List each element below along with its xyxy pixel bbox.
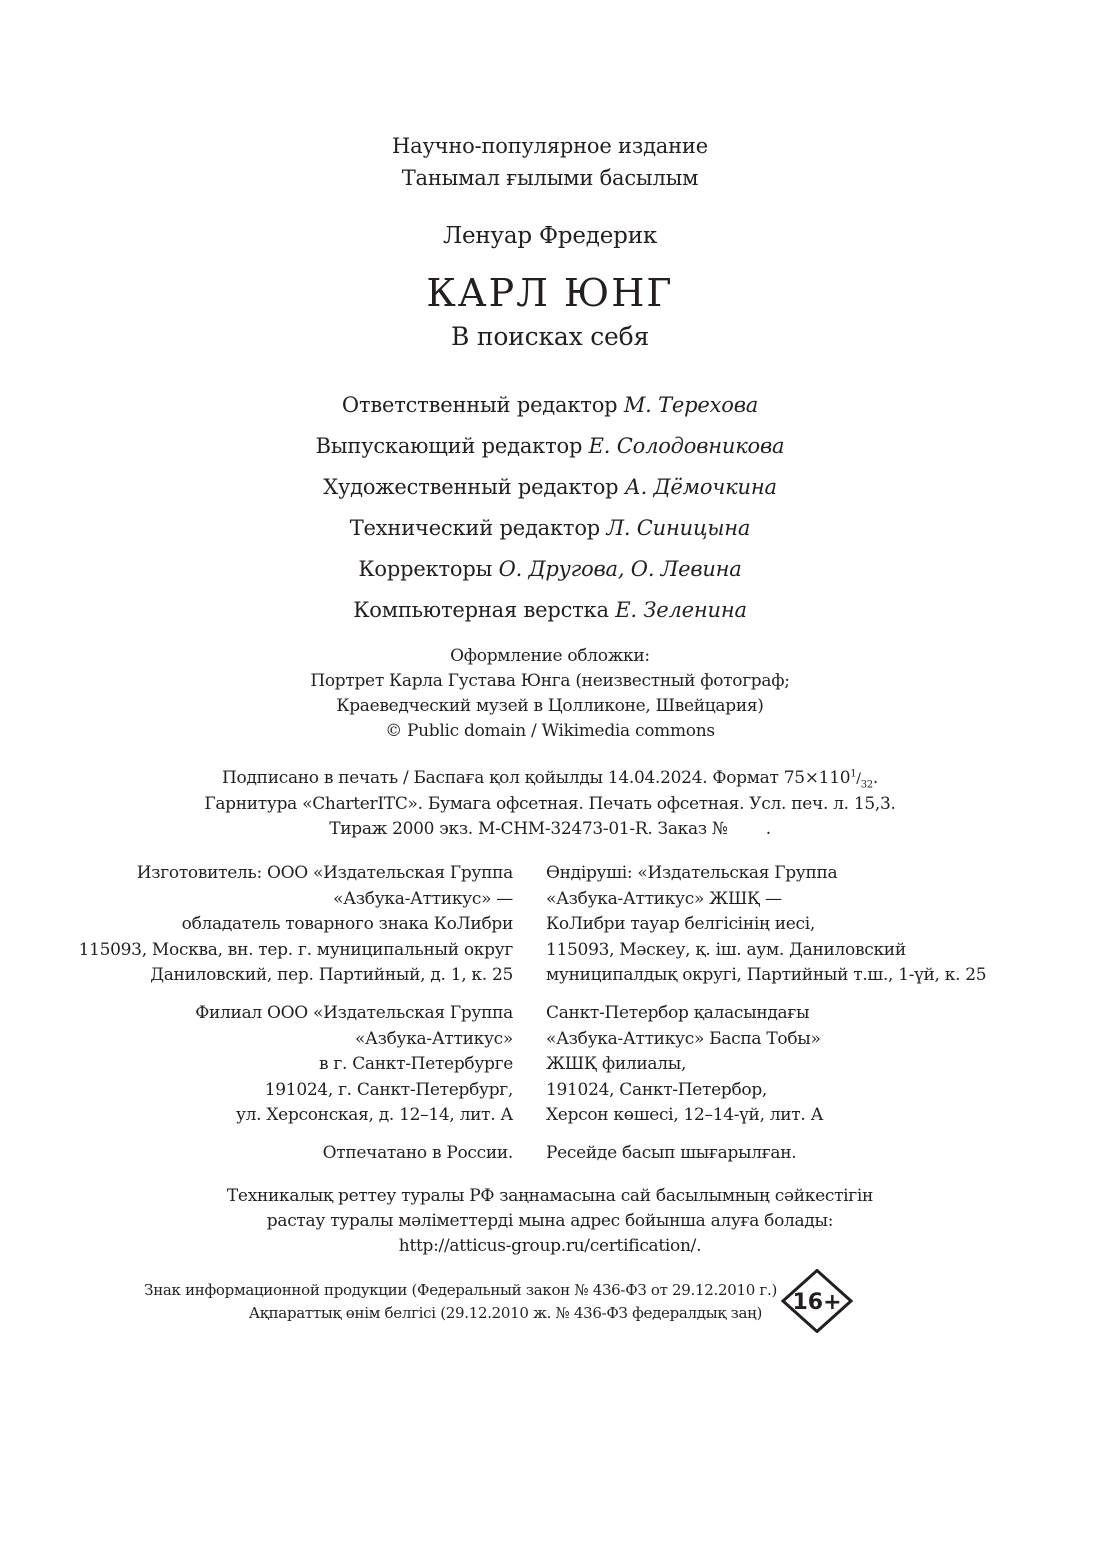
branch-kz-line: ЖШҚ филиалы, [546, 1054, 687, 1074]
credit-role: Корректоры [358, 557, 493, 581]
manufacturer-kz-line: муниципалдық округі, Партийный т.ш., 1-үй, к. 25 [546, 965, 987, 985]
manufacturer-ru [79, 861, 513, 989]
manufacturer-ru-line: 115093, Москва, вн. тер. г. муниципальный округ [78, 939, 513, 960]
edition-type-kz: Танымал ғылыми басылым [401, 166, 699, 190]
branch-kz-line: 191024, Санкт-Петербор, [546, 1079, 768, 1100]
printed-in-ru: Отпечатано в России. [322, 1143, 513, 1163]
circulation-text: Тираж 2000 экз. M-CHM-32473-01-R. Заказ № [329, 819, 728, 839]
manufacturer-kz-line: 115093, Мәскеу, қ. іш. аум. Даниловский [546, 939, 906, 960]
conformity-line: растау туралы мәліметтерді мына адрес бойынша алуға болады: [266, 1211, 834, 1231]
manufacturer-ru-line: «Азбука-Аттикус» — [333, 888, 513, 909]
typeface-line: Гарнитура «CharterITC». Бумага офсетная. Печать офсетная. Усл. печ. л. 15,3. [204, 794, 896, 814]
format-denominator: 32 [860, 779, 873, 791]
credit-role: Художественный редактор [323, 475, 619, 499]
branch-ru-line: 191024, г. Санкт-Петербург, [264, 1079, 513, 1100]
cover-design-label: Оформление обложки: [450, 646, 650, 666]
manufacturer-ru-line: Изготовитель: ООО «Издательская Группа [136, 863, 513, 883]
manufacturer-ru-line: обладатель товарного знака КоЛибри [181, 914, 513, 934]
credit-name: Л. Синицына [606, 516, 751, 540]
conformity-line: Техникалық реттеу туралы РФ заңнамасына сай басылымның сәйкестігін [226, 1186, 874, 1206]
edition-type-ru: Научно-популярное издание [392, 134, 708, 158]
branch-kz-line: Санкт-Петербор қаласындағы [546, 1003, 810, 1023]
certification-url: http://atticus-group.ru/certification/. [398, 1236, 702, 1256]
info-mark-ru: Знак информационной продукции (Федеральный закон № 436-ФЗ от 29.12.2010 г.) [144, 1281, 777, 1299]
branch-ru-line: «Азбука-Аттикус» [354, 1028, 513, 1049]
manufacturer-kz-line: Өндіруші: «Издательская Группа [546, 863, 838, 883]
credit-role: Технический редактор [349, 516, 601, 540]
age-rating-diamond [781, 1269, 853, 1333]
manufacturer-kz-line: КоЛибри тауар белгісінің иесі, [546, 914, 815, 934]
branch-ru-line: в г. Санкт-Петербурге [319, 1054, 513, 1074]
format-numerator: 1 [850, 768, 857, 780]
credit-name: Е. Солодовникова [588, 434, 785, 458]
credit-name: Е. Зеленина [615, 598, 747, 622]
manufacturer-ru-line: Даниловский, пер. Партийный, д. 1, к. 25 [150, 965, 513, 985]
book-subtitle: В поисках себя [450, 322, 650, 351]
circulation-line [0, 819, 1100, 839]
branch-ru-line: ул. Херсонская, д. 12–14, лит. А [235, 1105, 513, 1125]
credit-line [0, 598, 1100, 622]
cover-design-credit: © Public domain / Wikimedia commons [385, 721, 715, 741]
book-title: КАРЛ ЮНГ [426, 271, 674, 315]
branch-kz-line: «Азбука-Аттикус» Баспа Тобы» [546, 1028, 821, 1049]
credit-role: Ответственный редактор [341, 393, 618, 417]
print-signed-text: Подписано в печать / Баспаға қол қойылды 14.04.2024. Формат 75×110 [222, 768, 851, 788]
cover-design-line: Краеведческий музей в Цолликоне, Швейцария) [336, 696, 764, 716]
credit-line [0, 393, 1100, 417]
credit-line [0, 557, 1100, 581]
age-rating-text: 16+ [792, 1290, 842, 1315]
cover-design-line: Портрет Карла Густава Юнга (неизвестный фотограф; [310, 671, 790, 691]
credit-name: О. Другова, О. Левина [498, 557, 742, 581]
circulation-end: . [765, 819, 771, 839]
credit-line [0, 475, 1100, 499]
printed-in-kz: Ресейде басып шығарылған. [546, 1143, 797, 1163]
author-name: Ленуар Фредерик [442, 223, 658, 249]
credit-name: М. Терехова [623, 393, 759, 417]
manufacturer-kz [546, 861, 986, 989]
credit-name: А. Дёмочкина [624, 475, 777, 499]
credit-role: Компьютерная верстка [353, 598, 609, 622]
branch-ru-line: Филиал ООО «Издательская Группа [195, 1003, 513, 1023]
info-mark-kz: Ақпараттық өнім белгісі (29.12.2010 ж. № 436-ФЗ федералдық заң) [248, 1304, 762, 1322]
print-signed-line: Подписано в печать / Баспаға қол қойылды 14.04.2024. Формат $75\times 110^1/_{32}$. [222, 768, 878, 791]
branch-kz-line: Херсон көшесі, 12–14-үй, лит. А [546, 1105, 824, 1125]
branch-kz [546, 1001, 823, 1129]
credit-line [0, 516, 1100, 540]
age-rating-badge [781, 1269, 853, 1333]
print-signed-end: . [872, 768, 878, 788]
branch-ru [195, 1001, 513, 1129]
credit-line [0, 434, 1100, 458]
credit-role: Выпускающий редактор [315, 434, 583, 458]
manufacturer-kz-line: «Азбука-Аттикус» ЖШҚ — [546, 888, 782, 909]
